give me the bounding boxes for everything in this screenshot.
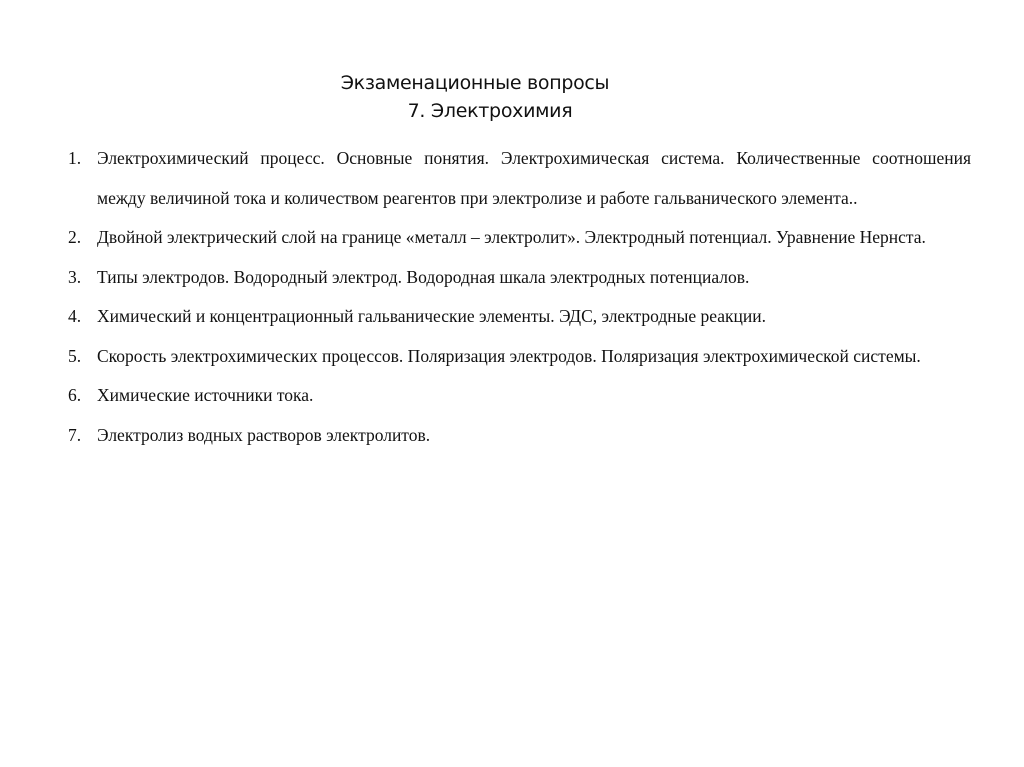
question-text: Скорость электрохимических процессов. Поляризация электродов. Поляризация электрохимической системы. <box>97 345 921 366</box>
list-item <box>60 297 971 337</box>
question-number: 6. <box>68 385 82 405</box>
question-text: Электрохимический процесс. Основные понятия. Электрохимическая система. Количественные соотношения между величиной тока и количеством реагентов при электролизе и работе гальванического элемента.. <box>97 148 971 208</box>
page-title: Экзаменационные вопросы <box>340 72 610 94</box>
question-number: 4. <box>68 306 82 326</box>
question-number: 2. <box>68 227 82 247</box>
question-text: Химические источники тока. <box>97 385 314 405</box>
question-number: 7. <box>68 424 82 445</box>
question-text: Типы электродов. Водородный электрод. Водородная шкала электродных потенциалов. <box>97 266 750 287</box>
question-text: Химический и концентрационный гальванические элементы. ЭДС, электродные реакции. <box>97 306 766 326</box>
list-item <box>60 416 971 456</box>
question-text: Электролиз водных растворов электролитов. <box>97 424 431 445</box>
question-text: Двойной электрический слой на границе «металл – электролит». Электродный потенциал. Уравнение Нернста. <box>97 227 926 247</box>
question-number: 1. <box>68 148 82 168</box>
list-item <box>60 139 971 218</box>
list-item <box>60 218 971 258</box>
list-item <box>60 337 971 377</box>
page-subtitle: 7. Электрохимия <box>407 100 573 122</box>
list-item <box>60 258 971 298</box>
questions-list <box>60 139 971 455</box>
question-number: 3. <box>68 266 82 287</box>
list-item <box>60 376 971 416</box>
question-number: 5. <box>68 345 82 366</box>
